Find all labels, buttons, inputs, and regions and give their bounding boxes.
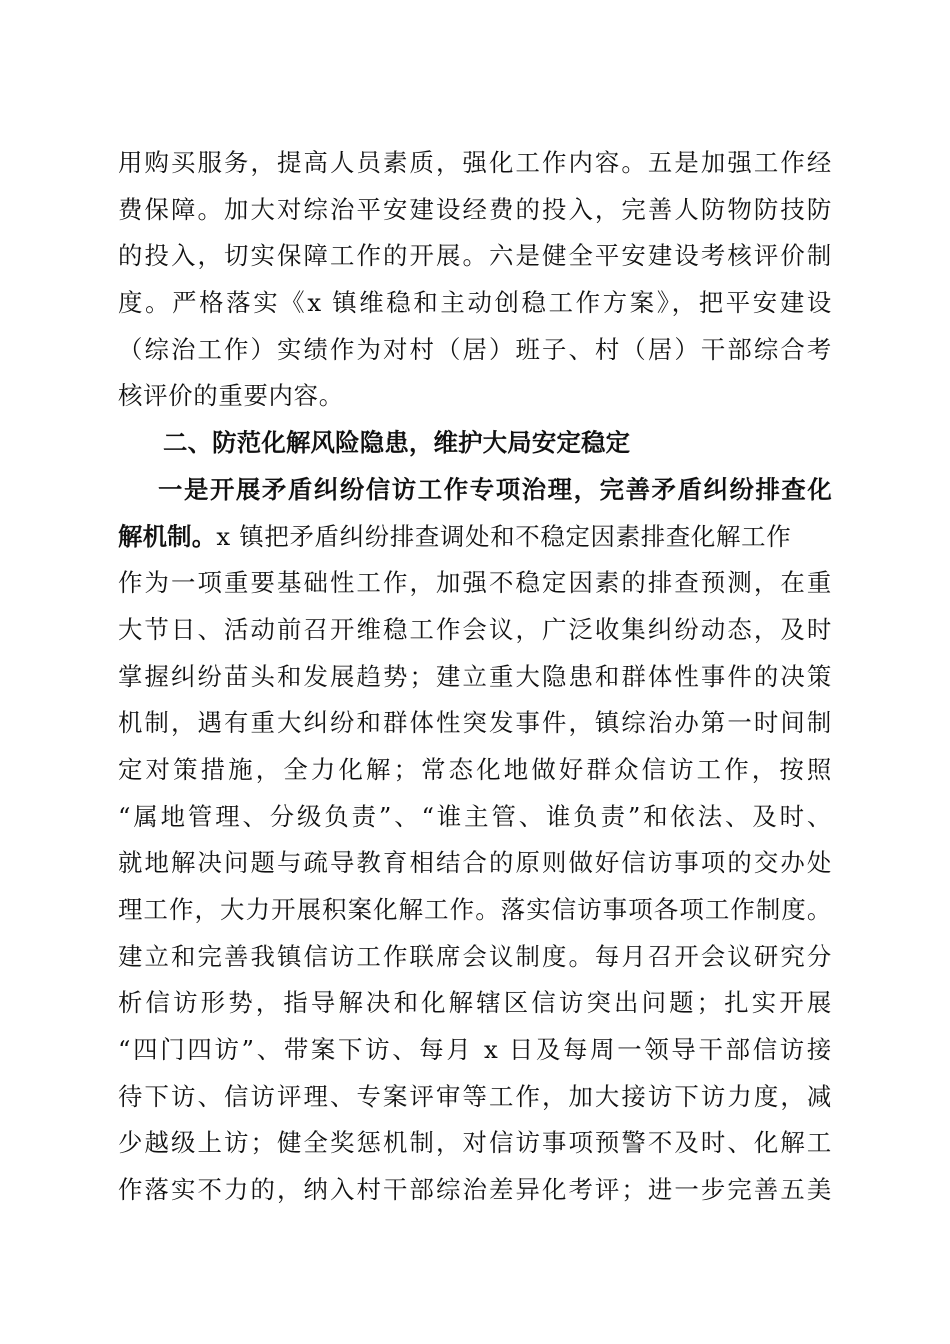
text-line: 作落实不力的，纳入村干部综治差异化考评；进一步完善五美 [118, 1175, 832, 1205]
text-line: 核评价的重要内容。 [118, 381, 344, 411]
text-line: 大节日、活动前召开维稳工作会议，广泛收集纠纷动态，及时 [118, 614, 832, 644]
text-line: “属地管理、分级负责”、“谁主管、谁负责”和依法、及时、 [118, 801, 832, 831]
text-line: 的投入，切实保障工作的开展。六是健全平安建设考核评价制 [118, 241, 832, 271]
text-line: 掌握纠纷苗头和发展趋势；建立重大隐患和群体性事件的决策 [118, 661, 832, 691]
text-line: 少越级上访；健全奖惩机制，对信访事项预警不及时、化解工 [118, 1128, 832, 1158]
text-line: 建立和完善我镇信访工作联席会议制度。每月召开会议研究分 [118, 941, 832, 971]
paragraph-lead: 一是开展矛盾纠纷信访工作专项治理，完善矛盾纠纷排查化 [158, 474, 832, 504]
text-line: 用购买服务，提高人员素质，强化工作内容。五是加强工作经 [118, 148, 832, 177]
text-line: 机制，遇有重大纠纷和群体性突发事件，镇综治办第一时间制 [118, 708, 832, 738]
text-line: 定对策措施，全力化解；常态化地做好群众信访工作，按照 [118, 754, 832, 784]
text-line: 度。严格落实《x 镇维稳和主动创稳工作方案》，把平安建设 [118, 288, 832, 318]
text-line: 就地解决问题与疏导教育相结合的原则做好信访事项的交办处 [118, 848, 832, 878]
document-body [118, 140, 832, 1214]
text-line: “四门四访”、带案下访、每月 x 日及每周一领导干部信访接 [118, 1035, 832, 1065]
text-line: 析信访形势，指导解决和化解辖区信访突出问题；扎实开展 [118, 988, 832, 1018]
paragraph-lead-end: 解机制。 [118, 521, 217, 551]
text-line: 理工作，大力开展积案化解工作。落实信访事项各项工作制度。 [118, 895, 832, 924]
text-line: 作为一项重要基础性工作，加强不稳定因素的排查预测，在重 [118, 568, 832, 598]
text-line-rest: x 镇把矛盾纠纷排查调处和不稳定因素排查化解工作 [216, 521, 792, 551]
text-line: 费保障。加大对综治平安建设经费的投入，完善人防物防技防 [118, 194, 832, 224]
text-line: 待下访、信访评理、专案评审等工作，加大接访下访力度，减 [118, 1081, 832, 1111]
text-line: （综治工作）实绩作为对村（居）班子、村（居）干部综合考 [118, 334, 832, 364]
section-heading: 二、防范化解风险隐患，维护大局安定稳定 [163, 428, 631, 458]
text-line-mixed [118, 514, 832, 561]
